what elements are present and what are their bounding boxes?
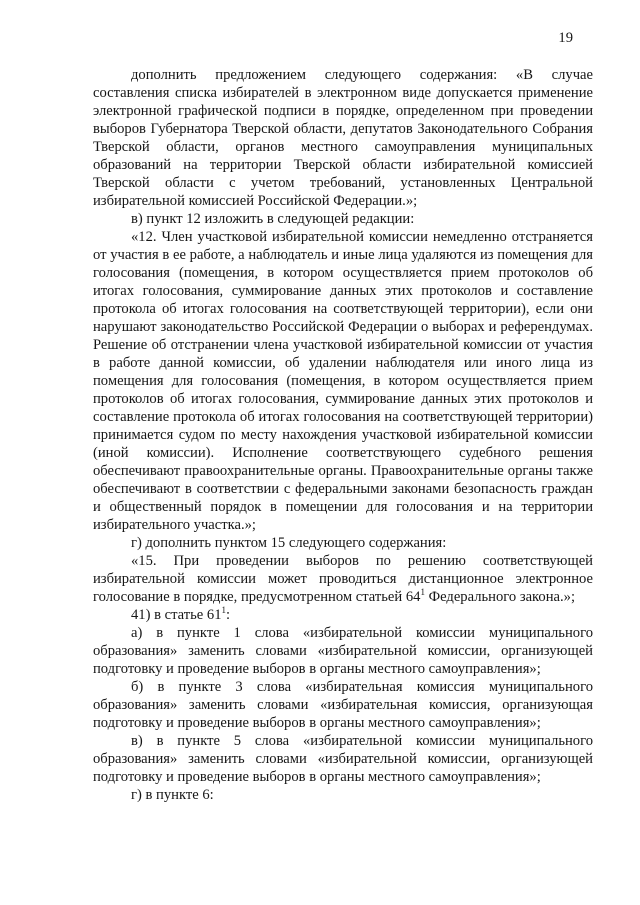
paragraph-item-v: в) пункт 12 изложить в следующей редакции: <box>131 211 415 227</box>
paragraph-point-15-end: Федерального закона.»; <box>424 589 575 605</box>
paragraph-amendment-text: дополнить предложением следующего содержания: «В случае составления списка избирателей в электронном виде допускается применение электронной графической подписи в порядке, определенном при проведении выборов Губернатора Тверской области, депутатов Законодательного Собрания Тверской области, органов местного самоуправления муниципальных образований на территории Тверской области избирательной комиссией Тверской области с учетом требований, установленных Центральной избирательной комиссией Российской Федерации.»; <box>93 67 593 209</box>
paragraph-subitem-g: г) в пункте 6: <box>131 787 214 803</box>
paragraph-article-text: 41) в статье 61 <box>131 607 222 623</box>
document-body <box>93 66 593 804</box>
paragraph-subitem-a: а) в пункте 1 слова «избирательной комиссии муниципального образования» заменить словами «избирательной комиссии, организующей подготовку и проведение выборов в органы местного самоуправления»; <box>93 625 593 677</box>
paragraph-article-61-1 <box>93 606 593 624</box>
paragraph-subitem-b: б) в пункте 3 слова «избирательная комиссия муниципального образования» заменить словами «избирательная комиссия, организующая подготовку и проведение выборов в органы местного самоуправления»; <box>93 679 593 731</box>
paragraph-point-12: «12. Член участковой избирательной комиссии немедленно отстраняется от участия в ее работе, а наблюдатель и иные лица удаляются из помещения для голосования (помещения, в котором осуществляется прием протоколов об итогах голосования, суммирование данных этих протоколов и составление протокола об итогах голосования на соответствующей территории), если они нарушают законодательство Российской Федерации о выборах и референдумах. Решение об отстранении члена участковой избирательной комиссии от участия в работе данной комиссии, об удалении наблюдателя или иного лица из помещения для голосования (помещения, в котором осуществляется прием протоколов об итогах голосования, суммирование данных этих протоколов и составление протокола об итогах голосования на соответствующей территории) принимается судом по месту нахождения участковой избирательной комиссии (иной комиссии). Исполнение соответствующего судебного решения обеспечивают правоохранительные органы. Правоохранительные органы также обеспечивают в соответствии с федеральными законами безопасность граждан и общественный порядок в помещении для голосования и на территории избирательного участка.»; <box>93 229 593 533</box>
paragraph-item-g: г) дополнить пунктом 15 следующего содержания: <box>131 535 447 551</box>
page-number: 19 <box>558 30 573 46</box>
superscript-marker: 1 <box>420 587 425 597</box>
paragraph-article-end: : <box>226 607 231 623</box>
paragraph-subitem-v: в) в пункте 5 слова «избирательной комиссии муниципального образования» заменить словами «избирательной комиссии, организующей подготовку и проведение выборов в органы местного самоуправления»; <box>93 733 593 785</box>
paragraph-point-15 <box>93 552 593 606</box>
superscript-marker: 1 <box>221 605 227 615</box>
paragraph-point-15-text: «15. При проведении выборов по решению соответствующей избирательной комиссии может проводиться дистанционное электронное голосование в порядке, предусмотренном статьей 64 <box>93 553 593 605</box>
